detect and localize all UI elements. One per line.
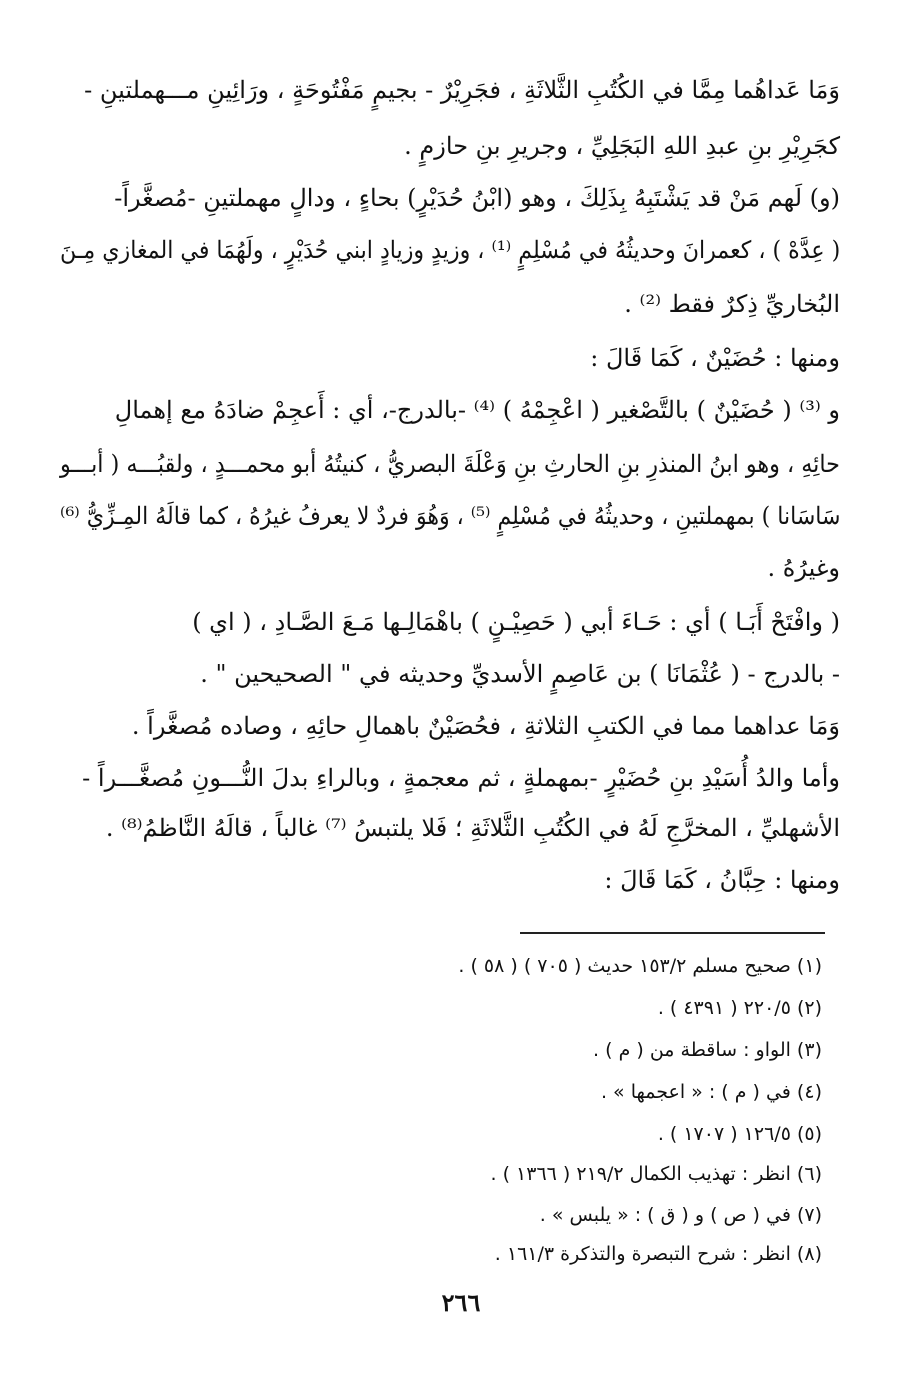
text-line: وَمَا عَداهُما مِمَّا في الكُتُبِ الثَّلاثَةِ ، فجَرِيْرٌ - بجيمٍ مَفْتُوحَةٍ ، ورَائِينِ مـــهملتينِ -: [84, 76, 840, 104]
footnote: (٥) ١٢٦/٥ ( ١٧٠٧ ) .: [657, 1123, 822, 1145]
text-line: وغيرُهُ .: [767, 554, 840, 582]
text-line: البُخاريِّ ذِكرٌ فقط ⁽²⁾ .: [624, 290, 840, 318]
text-line: ( وافْتَحْ أَبَـا ) أي : حَـاءَ أبي ( حَصِيْـنٍ ) باهْمَالِـها مَـعَ الصَّـادِ ، ( اي ): [192, 608, 840, 636]
text-line: - بالدرج - ( عُثْمَانَا ) بن عَاصِمٍ الأسديِّ وحديثه في " الصحيحين " .: [200, 660, 840, 688]
text-line: الأشهليِّ ، المخرَّجِ لَهُ في الكُتُبِ الثَّلاثَةِ ؛ فَلا يلتبسُ ⁽⁷⁾ غالباً ، قالَهُ النَّاظمُ⁽⁸⁾ .: [105, 814, 840, 842]
text-line: حائِهِ ، وهو ابنُ المنذرِ بنِ الحارثِ بنِ وَعْلَةَ البصريُّ ، كنيتُهُ أبو محمـــدٍ ، ولقبُـــه ( أبـــو: [60, 450, 840, 478]
footnote: (٧) في ( ص ) و ( ق ) : « يلبس » .: [539, 1204, 822, 1226]
footnote: (٣) الواو : ساقطة من ( م ) .: [593, 1039, 822, 1061]
footnote: (٤) في ( م ) : « اعجمها » .: [600, 1081, 822, 1103]
footnote: (٦) انظر : تهذيب الكمال ٢١٩/٢ ( ١٣٦٦ ) .: [490, 1163, 822, 1185]
page-number: ٢٦٦: [441, 1288, 481, 1317]
text-line: وَمَا عداهما مما في الكتبِ الثلاثةِ ، فحُصَيْنٌ باهمالِ حائِهِ ، وصاده مُصغَّراً .: [131, 712, 840, 740]
text-line: ومنها : حُضَيْنٌ ، كَمَا قَالَ :: [590, 344, 840, 372]
text-line: و ⁽³⁾ ( حُضَيْنٌ ) بالتَّصْغير ( اعْجِمْهُ ) ⁽⁴⁾ -بالدرج-، أي : أَعجِمْ ضادَهُ مع إهمالِ: [114, 396, 840, 424]
footnote: (٢) ٢٢٠/٥ ( ٤٣٩١ ) .: [657, 997, 822, 1019]
footnote: (٨) انظر : شرح التبصرة والتذكرة ١٦١/٣ .: [494, 1243, 822, 1265]
text-line: ( عِدَّهْ ) ، كعمرانَ وحديثُهُ في مُسْلِمٍ ⁽¹⁾ ، وزيدٍ وزيادٍ ابني حُدَيْرٍ ، ولَهُمَا في المغازي مِـنَ: [59, 236, 840, 264]
text-line: كجَرِيْرِ بنِ عبدِ اللهِ البَجَلِيِّ ، وجريرِ بنِ حازمٍ .: [404, 132, 840, 160]
text-line: سَاسَانا ) بمهملتينِ ، وحديثُهُ في مُسْلِمٍ ⁽⁵⁾ ، وَهُوَ فردٌ لا يعرفُ غيرُهُ ، كما قالَهُ المِـزِّيُّ ⁽⁶⁾: [59, 502, 840, 530]
text-line: (و) لَهم مَنْ قد يَشْتَبِهُ بِذَلِكَ ، وهو (ابْنُ حُدَيْرٍ) بحاءٍ ، ودالٍ مهملتينِ -مُصغَّراً-: [114, 184, 840, 212]
text-line: ومنها : حِبَّانُ ، كَمَا قَالَ :: [604, 866, 840, 894]
footnote-divider: [520, 932, 825, 934]
footnote: (١) صحيح مسلم ١٥٣/٢ حديث ( ٧٠٥ ) ( ٥٨ ) .: [458, 955, 822, 977]
text-line: وأما والدُ أُسَيْدِ بنِ حُضَيْرٍ -بمهملةٍ ، ثم معجمةٍ ، وبالراءِ بدلَ النُّـــونِ مُصغَّـــراً -: [82, 764, 840, 792]
